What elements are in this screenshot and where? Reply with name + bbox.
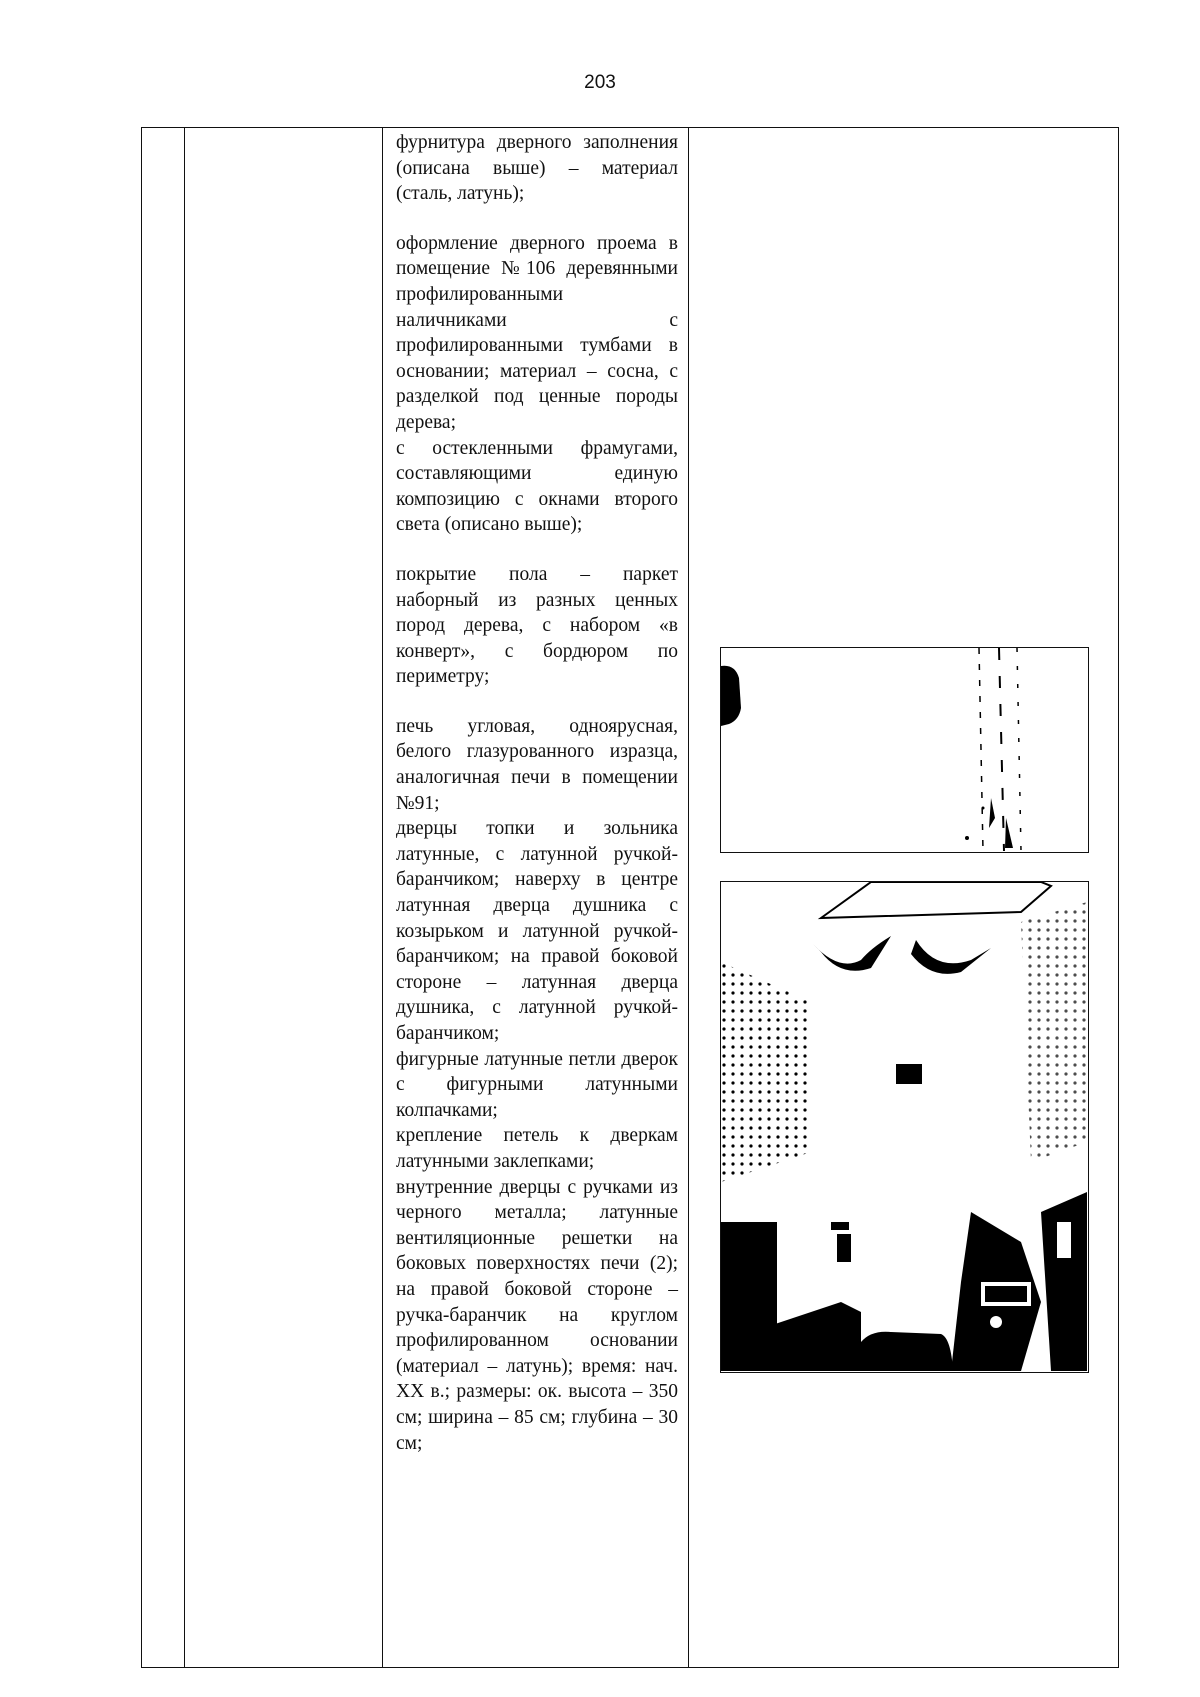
paragraph-door-frame: оформление дверного проема в помещение №106 деревянными профилированными наличниками с профилированными тумбами в основании; материал – сосна, с разделкой под ценные породы дерева; xyxy=(396,232,678,433)
paragraph-rivets: крепление петель к дверкам латунными заклепками; xyxy=(396,1125,678,1172)
paragraph-stove-doors: дверцы топки и зольника латунные, с латунной ручкой-баранчиком; наверху в центре латунная дверца душника с козырьком и латунной ручкой-баранчиком; на правой боковой стороне – латунная дверца душника, с латунной ручкой-баранчиком; xyxy=(396,818,678,1044)
document-table xyxy=(141,127,1119,1668)
photo-room-corner xyxy=(720,647,1089,853)
paragraph-floor: покрытие пола – паркет наборный из разных ценных пород дерева, с набором «в конверт», с бордюром по периметру; xyxy=(396,563,678,688)
paragraph-door-fittings: фурнитура дверного заполнения (описана выше) – материал (сталь, латунь); xyxy=(396,132,678,205)
description-column xyxy=(396,130,678,1456)
column-divider xyxy=(184,128,185,1667)
paragraph-hinges: фигурные латунные петли дверок с фигурными латунными колпачками; xyxy=(396,1048,678,1121)
paragraph-transoms: с остекленными фрамугами, составляющими единую композицию с окнами второго света (описано выше); xyxy=(396,437,678,536)
column-divider xyxy=(688,128,689,1667)
photo-corner-stove xyxy=(720,881,1089,1373)
photo-room-corner-image xyxy=(721,648,1087,851)
column-divider xyxy=(382,128,383,1667)
paragraph-stove: печь угловая, одноярусная, белого глазурованного изразца, аналогичная печи в помещении №91; xyxy=(396,715,678,814)
page-number: 203 xyxy=(584,72,616,93)
paragraph-inner-doors: внутренние дверцы с ручками из черного металла; латунные вентиляционные решетки на боковых поверхностях печи (2); на правой боковой стороне – ручка-баранчик на круглом профилированном основании (материал – латунь); время: нач. XX в.; размеры: ок. высота – 350 см; ширина – 85 см; глубина – 30 см; xyxy=(396,1176,678,1454)
photo-corner-stove-image xyxy=(721,882,1087,1371)
